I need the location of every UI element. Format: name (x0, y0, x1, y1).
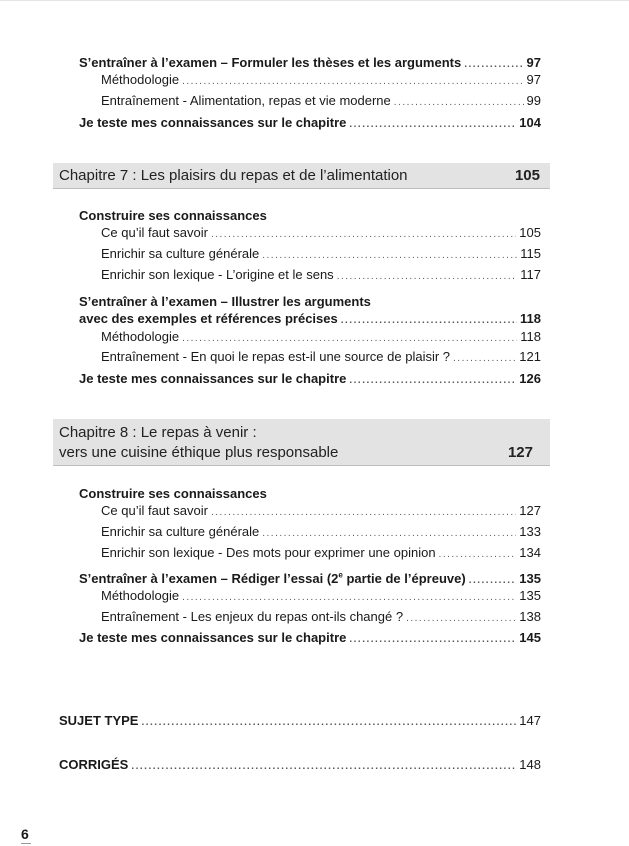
leader-dots (337, 269, 518, 285)
toc-page-number: 118 (520, 311, 541, 326)
toc-page-number: 134 (519, 545, 541, 560)
top-border (0, 0, 629, 1)
toc-heading-construire (79, 208, 541, 224)
leader-dots (349, 632, 516, 648)
toc-entry-sujet-type[interactable] (59, 713, 541, 731)
toc-page-number: 97 (526, 55, 541, 70)
leader-dots (341, 313, 517, 329)
chapter-underline (53, 188, 550, 189)
toc-entry-label: Je teste mes connaissances sur le chapitre (79, 115, 347, 130)
leader-dots (182, 590, 516, 606)
toc-entry-lexique[interactable] (101, 267, 541, 285)
toc-page-number: 97 (526, 72, 541, 87)
toc-page-number: 138 (519, 609, 541, 624)
toc-page-number: 148 (519, 757, 541, 772)
toc-entry-methodologie[interactable] (101, 588, 541, 606)
leader-dots (464, 57, 523, 73)
toc-entry-label: Méthodologie (101, 72, 180, 87)
chapter-title-line1: Chapitre 8 : Le repas à venir : (59, 424, 257, 441)
toc-entry-entrainement[interactable] (101, 609, 541, 627)
leader-dots (394, 95, 524, 111)
toc-entry-label: Ce qu’il faut savoir (101, 225, 208, 240)
toc-entry-label: Entraînement - Alimentation, repas et vie moderne (101, 93, 391, 108)
toc-entry-label: Méthodologie (101, 329, 180, 344)
toc-page-number: 126 (519, 371, 541, 386)
leader-dots (453, 351, 516, 367)
page-number: 6 (21, 826, 29, 842)
toc-entry-label: Entraînement - En quoi le repas est-il une source de plaisir ? (101, 349, 451, 364)
leader-dots (349, 373, 516, 389)
toc-page-number: 104 (519, 115, 541, 130)
chapter-8-header[interactable] (53, 419, 550, 466)
toc-page-number: 115 (520, 246, 541, 261)
toc-entry-entrainement[interactable] (101, 93, 541, 111)
toc-entry-label: Je teste mes connaissances sur le chapitre (79, 630, 347, 645)
label-superscript: e (338, 570, 343, 580)
toc-entry-label: Je teste mes connaissances sur le chapitre (79, 371, 347, 386)
chapter-7-header[interactable] (53, 163, 550, 189)
toc-page-number: 118 (520, 329, 541, 344)
chapter-underline (53, 465, 550, 466)
toc-entry-test[interactable] (79, 371, 541, 389)
leader-dots (469, 573, 517, 589)
toc-entry-label: CORRIGÉS (59, 757, 129, 772)
leader-dots (211, 505, 516, 521)
leader-dots (211, 227, 516, 243)
toc-page-number: 145 (519, 630, 541, 645)
toc-heading-label: Construire ses connaissances (79, 486, 267, 501)
toc-page-number: 121 (519, 349, 541, 364)
toc-entry-ce-quil-faut-savoir[interactable] (101, 225, 541, 243)
leader-dots (262, 248, 517, 264)
toc-heading-construire (79, 486, 541, 502)
toc-entry-label: avec des exemples et références précises (79, 311, 338, 326)
label-part: partie de l’épreuve) (342, 571, 466, 586)
leader-dots (349, 117, 516, 133)
leader-dots (439, 547, 517, 563)
toc-entry-label: S’entraîner à l’examen – Formuler les thèses et les arguments (79, 55, 462, 70)
toc-page-number: 127 (519, 503, 541, 518)
toc-entry-culture-generale[interactable] (101, 246, 541, 264)
leader-dots (182, 331, 517, 347)
toc-entry-exam-illustrer[interactable] (79, 311, 541, 329)
toc-entry-entrainement[interactable] (101, 349, 541, 367)
toc-entry-ce-quil-faut-savoir[interactable] (101, 503, 541, 521)
toc-entry-corriges[interactable] (59, 757, 541, 775)
toc-entry-test[interactable] (79, 630, 541, 648)
toc-entry-methodologie[interactable] (101, 72, 541, 90)
toc-heading-label: Construire ses connaissances (79, 208, 267, 223)
toc-entry-test[interactable] (79, 115, 541, 133)
page-number-rule (21, 843, 31, 844)
toc-page-number: 147 (519, 713, 541, 728)
toc-entry-methodologie[interactable] (101, 329, 541, 347)
toc-page-number: 99 (526, 93, 541, 108)
toc-page-number: 135 (519, 571, 541, 586)
toc-entry-label: Ce qu’il faut savoir (101, 503, 208, 518)
leader-dots (262, 526, 516, 542)
chapter-title-line2: vers une cuisine éthique plus responsable (59, 444, 339, 461)
toc-entry-label: SUJET TYPE (59, 713, 139, 728)
toc-entry-exam-rediger[interactable] (79, 571, 541, 589)
chapter-page-number: 105 (514, 167, 540, 184)
toc-entry-culture-generale[interactable] (101, 524, 541, 542)
leader-dots (406, 611, 516, 627)
toc-page-number: 105 (519, 225, 541, 240)
toc-entry-label: Enrichir sa culture générale (101, 246, 260, 261)
toc-entry-label: Enrichir sa culture générale (101, 524, 260, 539)
toc-entry-exam-theses[interactable] (79, 55, 541, 73)
toc-entry-label: Entraînement - Les enjeux du repas ont-ils changé ? (101, 609, 404, 624)
leader-dots (141, 715, 516, 731)
toc-page-number: 117 (520, 267, 541, 282)
toc-entry-label (79, 571, 466, 587)
toc-page-number: 135 (519, 588, 541, 603)
toc-entry-lexique[interactable] (101, 545, 541, 563)
toc-entry-exam-line1: S’entraîner à l’examen – Illustrer les arguments (79, 294, 371, 309)
leader-dots (182, 74, 523, 90)
toc-page-number: 133 (519, 524, 541, 539)
leader-dots (131, 759, 516, 775)
toc-entry-label: Enrichir son lexique - L’origine et le sens (101, 267, 334, 282)
toc-entry-label: Enrichir son lexique - Des mots pour exprimer une opinion (101, 545, 436, 560)
toc-entry-label: Méthodologie (101, 588, 180, 603)
label-part: S’entraîner à l’examen – Rédiger l’essai (2 (79, 571, 339, 586)
chapter-title: Chapitre 7 : Les plaisirs du repas et de l’alimentation (59, 167, 408, 184)
chapter-page-number: 127 (507, 444, 533, 461)
